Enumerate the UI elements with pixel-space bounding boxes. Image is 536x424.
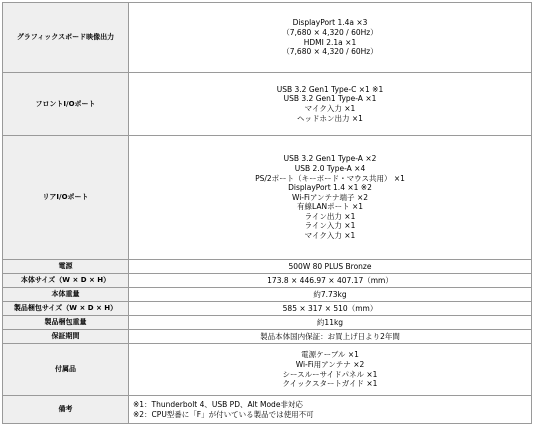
spec-value-line: 電源ケーブル ×1	[301, 350, 359, 360]
spec-value-line: DisplayPort 1.4 ×1 ※2	[288, 183, 372, 193]
spec-note-line: ※1：Thunderbolt 4、USB PD、Alt Mode非対応	[133, 399, 303, 409]
spec-value	[129, 3, 532, 73]
spec-value	[129, 344, 532, 396]
spec-value-line: HDMI 2.1a ×1	[303, 37, 357, 47]
spec-label: 電源	[3, 260, 129, 274]
spec-value-line: USB 3.2 Gen1 Type-A ×1	[283, 94, 377, 104]
spec-value-line: シースルーサイドパネル ×1	[282, 369, 378, 379]
spec-table	[2, 2, 532, 424]
spec-value	[129, 73, 532, 136]
spec-value-line: マイク入力 ×1	[304, 104, 356, 113]
spec-label: 本体重量	[3, 288, 129, 302]
spec-value-line: 585 × 317 × 510（mm）	[282, 303, 378, 313]
spec-row-graphics-output	[3, 3, 532, 73]
spec-label: グラフィックスボード映像出力	[3, 3, 129, 73]
spec-value-line: 500W 80 PLUS Bronze	[288, 261, 372, 271]
spec-value-line: 約7.73kg	[313, 289, 347, 299]
spec-value	[129, 136, 532, 260]
spec-value	[129, 288, 532, 302]
spec-value	[129, 302, 532, 316]
spec-row-power-supply	[3, 260, 532, 274]
spec-value	[129, 274, 532, 288]
spec-value-line: USB 3.2 Gen1 Type-A ×2	[283, 154, 377, 164]
spec-value	[129, 260, 532, 274]
spec-row-body-size	[3, 274, 532, 288]
spec-row-notes	[3, 396, 532, 424]
spec-value-line: USB 2.0 Type-A ×4	[294, 163, 366, 173]
spec-label: 保証期間	[3, 330, 129, 344]
spec-value	[129, 316, 532, 330]
spec-value-line: USB 3.2 Gen1 Type-C ×1 ※1	[276, 84, 384, 94]
spec-value-line: 有線LANポート ×1	[296, 202, 364, 212]
spec-value-line: ライン入力 ×1	[304, 221, 356, 231]
spec-label: 製品梱包サイズ（W × D × H）	[3, 302, 129, 316]
spec-label: リアI/Oポート	[3, 136, 129, 260]
spec-value	[129, 330, 532, 344]
spec-row-body-weight	[3, 288, 532, 302]
spec-row-package-size	[3, 302, 532, 316]
spec-row-rear-io	[3, 136, 532, 260]
spec-value-line: Wi-Fi用アンテナ ×2	[295, 359, 365, 369]
spec-row-package-weight	[3, 316, 532, 330]
spec-value-line: Wi-Fiアンテナ端子 ×2	[291, 192, 369, 202]
spec-value-line: 製品本体国内保証：お買上げ日より2年間	[260, 331, 400, 341]
spec-value-line: マイク入力 ×1	[304, 231, 356, 241]
spec-value-line: ライン出力 ×1	[304, 211, 356, 221]
spec-value-line: クイックスタートガイド ×1	[282, 379, 378, 389]
spec-label: フロントI/Oポート	[3, 73, 129, 136]
spec-label: 本体サイズ（W × D × H）	[3, 274, 129, 288]
spec-value-line: 173.8 × 446.97 × 407.17（mm）	[267, 275, 393, 285]
spec-value-line: （7,680 × 4,320 / 60Hz）	[282, 27, 378, 37]
spec-value	[129, 396, 532, 424]
spec-label: 備考	[3, 396, 129, 424]
spec-label: 付属品	[3, 344, 129, 396]
spec-value-line: DisplayPort 1.4a ×3	[292, 18, 368, 28]
spec-row-front-io	[3, 73, 532, 136]
spec-note-line: ※2：CPU型番に「F」が付いている製品では使用不可	[133, 409, 314, 419]
spec-value-line: ヘッドホン出力 ×1	[297, 113, 363, 123]
spec-row-accessories	[3, 344, 532, 396]
spec-label: 製品梱包重量	[3, 316, 129, 330]
spec-value-line: 約11kg	[316, 317, 344, 327]
spec-value-line: PS/2ポート（キーボード・マウス共用） ×1	[255, 173, 405, 183]
spec-value-line: （7,680 × 4,320 / 60Hz）	[282, 47, 378, 57]
spec-row-warranty	[3, 330, 532, 344]
